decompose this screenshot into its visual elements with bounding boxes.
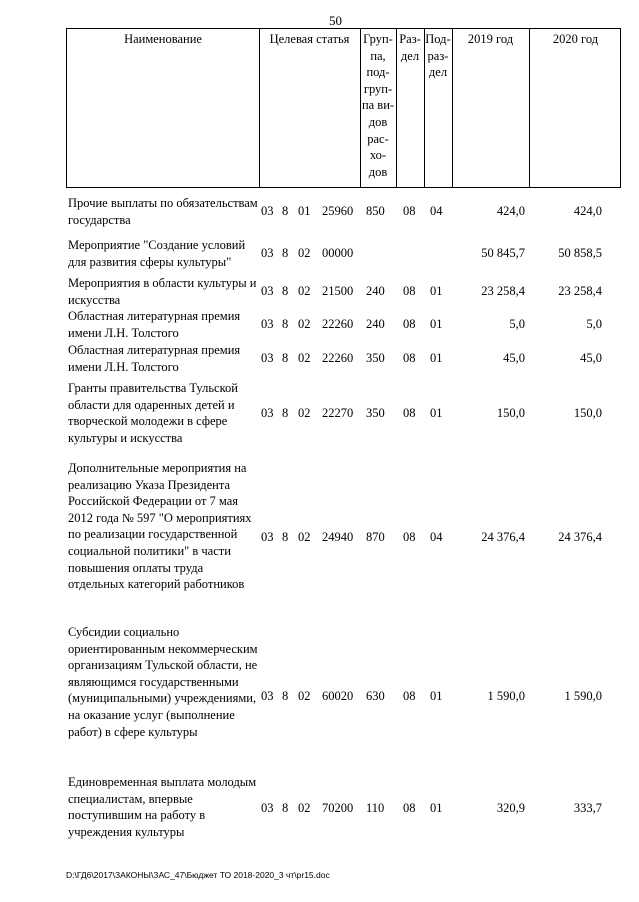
row-cell-pod: 01	[430, 689, 443, 703]
row-cell-pod: 01	[430, 801, 443, 815]
row-name: Гранты правительства Тульской области для одаренных детей и творческой молодежи в сфере культуры и искусства	[68, 381, 238, 445]
row-name: Областная литературная премия имени Л.Н. Толстого	[68, 343, 241, 374]
row-cell-y2: 5,0	[586, 317, 602, 331]
row-cell-d: 24940	[322, 530, 354, 544]
row-cell-razd: 08	[403, 351, 416, 365]
row-cell-y1: 424,0	[496, 204, 525, 218]
row-cell-y1: 50 845,7	[481, 246, 525, 260]
row-cell-y2: 24 376,4	[558, 530, 602, 544]
header-target: Целевая статья	[269, 32, 350, 46]
row-cell-b: 8	[282, 284, 289, 298]
row-cell-razd: 08	[403, 284, 416, 298]
row-cell-grp: 630	[366, 689, 385, 703]
header-group: Груп- па, под- груп- па ви- дов рас- хо- дов	[361, 32, 395, 179]
row-cell-pod: 01	[430, 317, 443, 331]
page-number: 50	[329, 13, 342, 28]
file-path-footer: D:\ГД6\2017\ЗАКОНЫ\ЗАС_47\Бюджет ТО 2018-2020_3 чт\pr15.doc	[66, 870, 330, 880]
row-cell-b: 8	[282, 204, 289, 218]
row-cell-c: 02	[298, 317, 311, 331]
row-cell-b: 8	[282, 689, 289, 703]
row-cell-d: 70200	[322, 801, 354, 815]
row-cell-d: 21500	[322, 284, 354, 298]
row-cell-c: 02	[298, 801, 311, 815]
row-cell-b: 8	[282, 801, 289, 815]
row-cell-a: 03	[261, 351, 274, 365]
row-cell-c: 02	[298, 406, 311, 420]
row-cell-d: 22260	[322, 351, 354, 365]
row-cell-y2: 150,0	[573, 406, 602, 420]
row-name: Прочие выплаты по обязательствам государства	[68, 196, 258, 227]
row-cell-pod: 01	[430, 284, 443, 298]
row-cell-y1: 23 258,4	[481, 284, 525, 298]
row-cell-b: 8	[282, 246, 289, 260]
row-cell-a: 03	[261, 530, 274, 544]
header-subsection: Под- раз- дел	[425, 32, 451, 80]
row-cell-c: 02	[298, 351, 311, 365]
row-cell-y1: 45,0	[503, 351, 525, 365]
row-cell-a: 03	[261, 801, 274, 815]
row-cell-d: 22270	[322, 406, 354, 420]
row-cell-razd: 08	[403, 406, 416, 420]
row-name: Единовременная выплата молодым специалистам, впервые поступившим на работу в учреждения культуры	[68, 775, 257, 839]
row-cell-razd: 08	[403, 317, 416, 331]
row-cell-y2: 50 858,5	[558, 246, 602, 260]
header-section: Раз- дел	[399, 32, 421, 63]
row-cell-y1: 5,0	[509, 317, 525, 331]
row-cell-pod: 04	[430, 204, 443, 218]
row-cell-a: 03	[261, 204, 274, 218]
row-cell-y2: 23 258,4	[558, 284, 602, 298]
row-cell-y1: 1 590,0	[487, 689, 525, 703]
row-name: Субсидии социально ориентированным некоммерческим организациям Тульской области, не являющимся государственными (муниципальными) учреждениями, на оказание услуг (выполнение работ) в сфере культуры	[68, 625, 258, 739]
row-cell-y2: 424,0	[573, 204, 602, 218]
row-cell-b: 8	[282, 351, 289, 365]
row-cell-a: 03	[261, 689, 274, 703]
row-cell-razd: 08	[403, 530, 416, 544]
header-name: Наименование	[124, 32, 202, 46]
row-cell-c: 02	[298, 530, 311, 544]
row-cell-y1: 320,9	[496, 801, 525, 815]
row-cell-grp: 240	[366, 317, 385, 331]
header-divider	[529, 29, 530, 187]
row-cell-a: 03	[261, 246, 274, 260]
row-cell-grp: 240	[366, 284, 385, 298]
row-cell-d: 25960	[322, 204, 354, 218]
row-cell-a: 03	[261, 406, 274, 420]
row-cell-y1: 150,0	[496, 406, 525, 420]
row-cell-grp: 850	[366, 204, 385, 218]
row-cell-c: 02	[298, 246, 311, 260]
row-cell-b: 8	[282, 530, 289, 544]
table-header	[66, 28, 621, 188]
row-cell-grp: 110	[366, 801, 385, 815]
row-cell-y1: 24 376,4	[481, 530, 525, 544]
row-name: Мероприятия в области культуры и искусства	[68, 276, 257, 307]
row-cell-y2: 333,7	[573, 801, 602, 815]
row-cell-c: 02	[298, 689, 311, 703]
row-cell-grp: 350	[366, 351, 385, 365]
header-divider	[452, 29, 453, 187]
row-cell-pod: 01	[430, 406, 443, 420]
row-cell-grp: 350	[366, 406, 385, 420]
row-cell-b: 8	[282, 317, 289, 331]
row-cell-grp: 870	[366, 530, 385, 544]
header-divider	[259, 29, 260, 187]
header-year-2019: 2019 год	[467, 32, 514, 46]
row-cell-d: 60020	[322, 689, 354, 703]
row-name: Дополнительные мероприятия на реализацию Указа Президента Российской Федерации от 7 мая 2012 года № 597 "О мероприятиях по реализации государственной социальной политики" в части повышения оплаты труда отдельных категорий работников	[68, 461, 252, 592]
row-cell-d: 22260	[322, 317, 354, 331]
row-name: Областная литературная премия имени Л.Н. Толстого	[68, 309, 241, 340]
row-cell-d: 00000	[322, 246, 354, 260]
row-cell-a: 03	[261, 317, 274, 331]
row-cell-pod: 01	[430, 351, 443, 365]
row-cell-razd: 08	[403, 689, 416, 703]
row-cell-y2: 1 590,0	[564, 689, 602, 703]
row-cell-c: 02	[298, 284, 311, 298]
row-cell-y2: 45,0	[580, 351, 602, 365]
row-cell-b: 8	[282, 406, 289, 420]
row-cell-a: 03	[261, 284, 274, 298]
row-name: Мероприятие "Создание условий для развития сферы культуры"	[68, 238, 246, 269]
row-cell-razd: 08	[403, 204, 416, 218]
row-cell-pod: 04	[430, 530, 443, 544]
row-cell-razd: 08	[403, 801, 416, 815]
header-year-2020: 2020 год	[552, 32, 599, 46]
row-cell-c: 01	[298, 204, 311, 218]
